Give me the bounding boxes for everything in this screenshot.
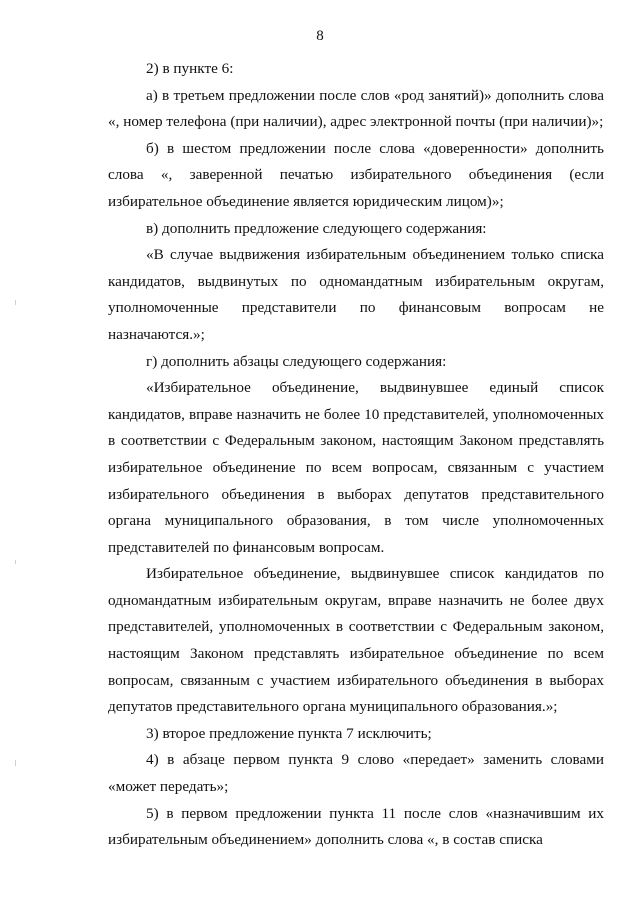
paragraph-item-5: 5) в первом предложении пункта 11 после слов «назначившим их избирательным объединением» дополнить слова «, в состав списка [108,804,604,849]
paragraph-item-2: 2) в пункте 6: [146,60,234,77]
paragraph-quote-1: «В случае выдвижения избирательным объединением только списка кандидатов, выдвинутых по одномандатным избирательным округам, уполномоченные представители по финансовым вопросам не назначаются.»; [108,246,604,343]
scan-margin-line [15,300,16,305]
paragraph-item-4: 4) в абзаце первом пункта 9 слово «передает» заменить словами «может передать»; [108,751,604,796]
paragraph-item-3: 3) второе предложение пункта 7 исключить; [146,724,432,742]
paragraph-subitem-a: а) в третьем предложении после слов «род занятий)» дополнить слова «, номер телефона (при наличии), адрес электронной почты (при наличии)»; [108,86,604,131]
paragraph-quote-2: «Избирательное объединение, выдвинувшее единый список кандидатов, вправе назначить не более 10 представителей, уполномоченных в соответствии с Федеральным законом, настоящим Законом представлять избирательное объединение по всем вопросам, связанным с участием избирательного объединения в выборах депутатов представительного органа муниципального образования, в том числе уполномоченных представителей по финансовым вопросам. [108,379,604,556]
document-body [108,56,604,854]
page-number: 8 [316,28,324,44]
scan-margin-line [15,760,16,766]
paragraph-subitem-b: б) в шестом предложении после слова «доверенности» дополнить слова «, заверенной печатью избирательного объединения (если избирательное объединение является юридическим лицом)»; [108,139,604,210]
scan-margin-line [15,560,16,564]
paragraph-subitem-v: в) дополнить предложение следующего содержания: [146,219,487,237]
paragraph-quote-3: Избирательное объединение, выдвинувшее список кандидатов по одномандатным избирательным округам, вправе назначить не более двух представителей, уполномоченных в соответствии с Федеральным законом, настоящим Законом представлять избирательное объединение по всем вопросам, связанным с участием избирательного объединения в выборах депутатов представительного органа муниципального образования.»; [108,565,604,716]
paragraph-subitem-g: г) дополнить абзацы следующего содержания: [146,352,447,370]
